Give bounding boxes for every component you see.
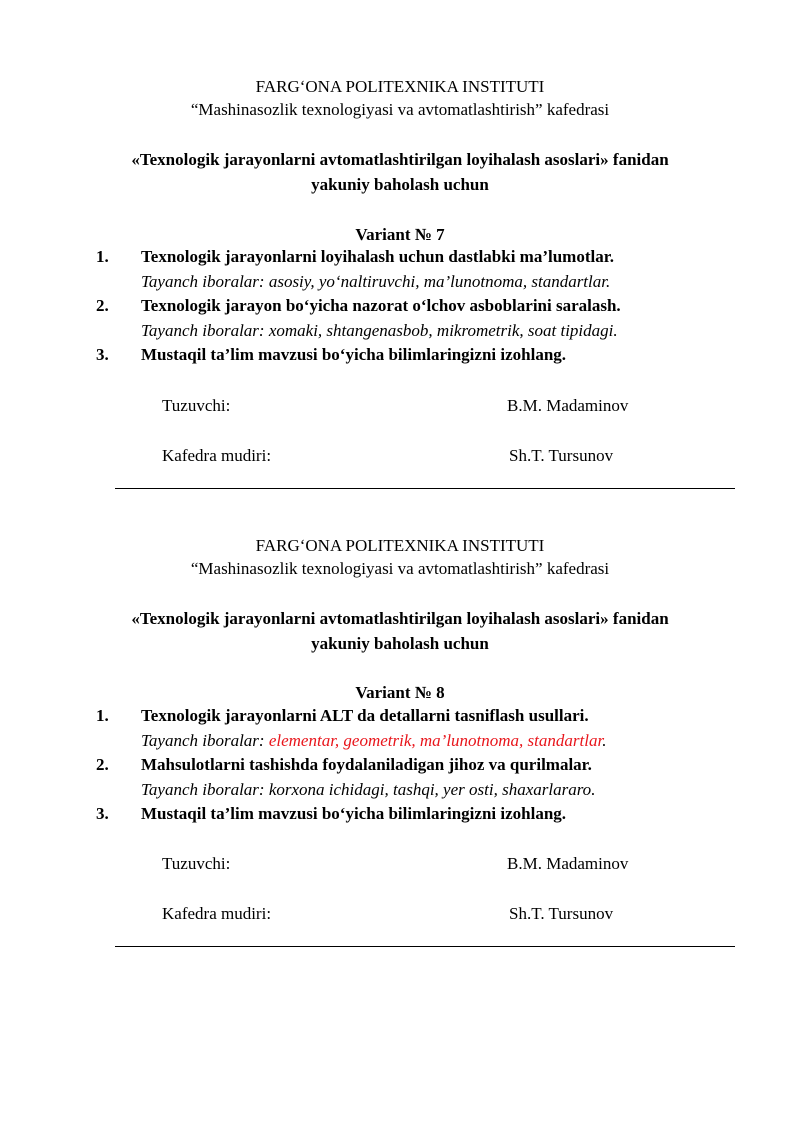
question-text: Texnologik jarayon bo‘yicha nazorat o‘lchov asboblarini saralash. <box>141 296 621 315</box>
key-terms-body: xomaki, shtangenasbob, mikrometrik, soat tipidagi <box>268 321 614 340</box>
separator-line <box>115 946 735 947</box>
variant-number: Variant № 7 <box>355 225 445 244</box>
key-terms-suffix: . <box>602 731 607 750</box>
question-text: Texnologik jarayonlarni loyihalash uchun dastlabki ma’lumotlar. <box>141 247 614 266</box>
key-terms-prefix: Tayanch iboralar: <box>141 272 269 291</box>
course-title-line1: «Texnologik jarayonlarni avtomatlashtirilgan loyihalash asoslari» fanidan <box>131 150 669 169</box>
key-terms-prefix: Tayanch iboralar: <box>141 321 269 340</box>
question-text: Mustaqil ta’lim mavzusi bo‘yicha bilimlaringizni izohlang. <box>141 345 567 364</box>
institute-name: FARG‘ONA POLITEXNIKA INSTITUTI <box>255 77 545 96</box>
institute-name: FARG‘ONA POLITEXNIKA INSTITUTI <box>255 536 545 555</box>
key-terms <box>141 321 618 341</box>
key-terms <box>141 731 606 751</box>
variant-number: Variant № 8 <box>355 683 445 702</box>
compiler-label: Tuzuvchi: <box>162 396 231 415</box>
question-number: 3. <box>96 804 109 823</box>
course-title-line2: yakuniy baholash uchun <box>311 175 489 194</box>
key-terms <box>141 272 610 292</box>
key-terms-suffix: . <box>613 321 618 340</box>
separator-line <box>115 488 735 489</box>
head-label: Kafedra mudiri: <box>162 446 272 465</box>
head-name: Sh.T. Tursunov <box>509 446 614 465</box>
head-label: Kafedra mudiri: <box>162 904 272 923</box>
key-terms-prefix: Tayanch iboralar: <box>141 731 269 750</box>
key-terms <box>141 780 595 800</box>
key-terms-body: asosiy, yo‘naltiruvchi, ma’lunotnoma, standartlar <box>268 272 606 291</box>
question-number: 2. <box>96 755 109 774</box>
question-text: Mahsulotlarni tashishda foydalaniladigan jihoz va qurilmalar. <box>141 755 592 774</box>
key-terms-body: korxona ichidagi, tashqi, yer osti, shaxarlararo <box>268 780 592 799</box>
key-terms-suffix: . <box>591 780 596 799</box>
department-name: “Mashinasozlik texnologiyasi va avtomatlashtirish” kafedrasi <box>190 559 610 578</box>
department-name: “Mashinasozlik texnologiyasi va avtomatlashtirish” kafedrasi <box>190 100 610 119</box>
key-terms-body-highlighted: elementar, geometrik, ma’lunotnoma, standartlar <box>268 731 603 750</box>
compiler-name: B.M. Madaminov <box>507 396 629 415</box>
course-title-line1: «Texnologik jarayonlarni avtomatlashtirilgan loyihalash asoslari» fanidan <box>131 609 669 628</box>
question-number: 2. <box>96 296 109 315</box>
question-text: Texnologik jarayonlarni ALT da detallarni tasniflash usullari. <box>141 706 589 725</box>
compiler-name: B.M. Madaminov <box>507 854 629 873</box>
key-terms-suffix: . <box>606 272 611 291</box>
question-number: 1. <box>96 247 109 266</box>
compiler-label: Tuzuvchi: <box>162 854 231 873</box>
question-number: 1. <box>96 706 109 725</box>
head-name: Sh.T. Tursunov <box>509 904 614 923</box>
question-number: 3. <box>96 345 109 364</box>
question-text: Mustaqil ta’lim mavzusi bo‘yicha bilimlaringizni izohlang. <box>141 804 567 823</box>
key-terms-prefix: Tayanch iboralar: <box>141 780 269 799</box>
course-title-line2: yakuniy baholash uchun <box>311 634 489 653</box>
